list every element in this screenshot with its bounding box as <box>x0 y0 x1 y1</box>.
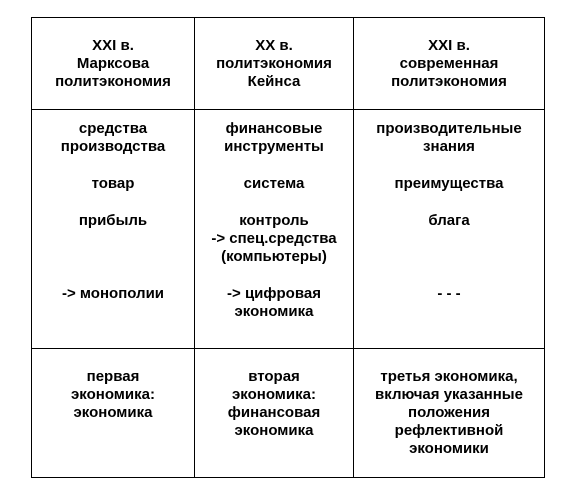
item-line: - - - <box>437 285 461 302</box>
header-line: современная <box>399 54 499 72</box>
list-item <box>32 175 194 193</box>
body-cell-modern <box>354 110 545 349</box>
item-line: знания <box>423 138 475 155</box>
header-line: Марксова <box>76 54 150 72</box>
item-line: товар <box>91 175 135 192</box>
header-cell-marx <box>32 18 195 110</box>
header-cell-keynes <box>195 18 354 110</box>
item-line: экономика <box>234 303 314 320</box>
item-line: -> спец.средства <box>211 230 337 247</box>
list-item <box>354 120 544 156</box>
item-line: блага <box>428 212 470 229</box>
item-line: -> монополии <box>61 285 165 302</box>
body-cell-marx <box>32 110 195 349</box>
footer-line: третья экономика, <box>380 368 518 385</box>
footer-line: экономики <box>409 440 489 457</box>
header-line: политэкономия <box>55 72 171 90</box>
footer-line: рефлективной <box>394 422 504 439</box>
footer-line: включая указанные <box>375 386 523 403</box>
item-line: контроль <box>239 212 309 229</box>
list-item <box>195 120 353 156</box>
footer-line: экономика <box>73 404 153 421</box>
footer-cell-modern <box>354 349 545 478</box>
footer-line: экономика: <box>232 386 316 403</box>
item-line: преимущества <box>394 175 504 192</box>
item-line: производительные <box>376 120 522 137</box>
item-line: финансовые <box>225 120 323 137</box>
list-item <box>354 212 544 230</box>
list-item <box>32 120 194 156</box>
header-cell-modern <box>354 18 545 110</box>
header-line: XXI в. <box>92 36 134 54</box>
item-line: система <box>243 175 305 192</box>
item-line: -> цифровая <box>227 285 321 302</box>
header-line: XXI в. <box>428 36 470 54</box>
comparison-table <box>31 17 545 478</box>
list-item <box>195 212 353 266</box>
header-line: Кейнса <box>247 72 301 90</box>
item-line: производства <box>60 138 166 155</box>
header-line: политэкономия <box>216 54 332 72</box>
footer-cell-marx <box>32 349 195 478</box>
footer-line: экономика <box>234 422 314 439</box>
list-item <box>32 285 194 303</box>
item-line: прибыль <box>78 212 148 229</box>
footer-line: финансовая <box>227 404 321 421</box>
footer-line: первая <box>86 368 140 385</box>
footer-line: экономика: <box>71 386 155 403</box>
list-item <box>354 175 544 193</box>
item-line: (компьютеры) <box>221 248 327 265</box>
body-cell-keynes <box>195 110 354 349</box>
list-item <box>32 212 194 230</box>
item-line: средства <box>78 120 148 137</box>
footer-cell-keynes <box>195 349 354 478</box>
list-item <box>354 285 544 303</box>
header-row <box>32 18 545 110</box>
header-line: XX в. <box>255 36 293 54</box>
list-item <box>195 285 353 321</box>
footer-row <box>32 349 545 478</box>
header-line: политэкономия <box>391 72 507 90</box>
body-row <box>32 110 545 349</box>
footer-line: положения <box>408 404 490 421</box>
list-item <box>195 175 353 193</box>
footer-line: вторая <box>248 368 300 385</box>
item-line: инструменты <box>224 138 324 155</box>
